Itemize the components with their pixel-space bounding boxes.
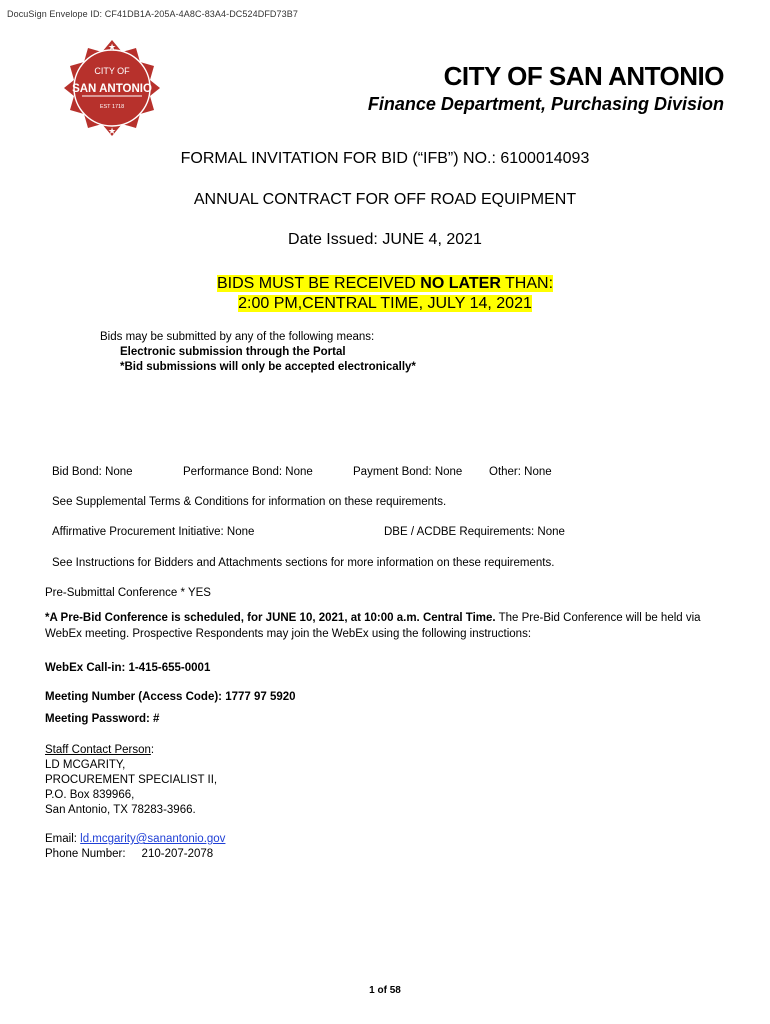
- deadline-line2: 2:00 PM,CENTRAL TIME, JULY 14, 2021: [238, 295, 532, 312]
- deadline-line1-pre: BIDS MUST BE RECEIVED: [216, 275, 421, 292]
- presubmittal-conference: Pre-Submittal Conference * YES: [45, 587, 211, 599]
- conference-bold: *A Pre-Bid Conference is scheduled, for JUNE 10, 2021, at 10:00 a.m. Central Time.: [45, 612, 496, 624]
- contract-title: ANNUAL CONTRACT FOR OFF ROAD EQUIPMENT: [193, 191, 577, 208]
- logo-text-top: CITY OF: [94, 66, 130, 76]
- contact-label-colon: :: [150, 744, 155, 756]
- affirmative-procurement: Affirmative Procurement Initiative: None: [52, 526, 255, 538]
- svg-text:★: ★: [107, 127, 117, 137]
- city-seal-logo: [62, 38, 162, 138]
- supplemental-terms-note: See Supplemental Terms & Conditions for information on these requirements.: [52, 496, 447, 508]
- prebid-conference-paragraph: [45, 610, 735, 642]
- payment-bond: Payment Bond: None: [353, 466, 463, 478]
- submission-method: Electronic submission through the Portal: [120, 346, 346, 358]
- other-bond: Other: None: [489, 466, 552, 478]
- webex-callin: WebEx Call-in: 1-415-655-0001: [45, 662, 211, 674]
- phone-number: 210-207-2078: [141, 848, 214, 860]
- contact-email-phone: [45, 832, 225, 862]
- performance-bond: Performance Bond: None: [183, 466, 313, 478]
- date-issued: Date Issued: JUNE 4, 2021: [288, 231, 482, 248]
- svg-text:★: ★: [107, 43, 117, 53]
- docusign-envelope-id: DocuSign Envelope ID: CF41DB1A-205A-4A8C-83A4-DC524DFD73B7: [7, 9, 298, 19]
- submission-intro: Bids may be submitted by any of the following means:: [100, 331, 375, 343]
- staff-contact-block: [45, 743, 217, 818]
- bid-deadline: [0, 274, 770, 314]
- submission-means: [100, 330, 416, 375]
- submission-note: *Bid submissions will only be accepted electronically*: [120, 361, 416, 373]
- instructions-note: See Instructions for Bidders and Attachments sections for more information on these requirements.: [52, 557, 555, 569]
- conference-rest: The Pre-Bid Conference will be held via WebEx meeting. Prospective Respondents may join the WebEx using the following instructions:: [45, 612, 701, 640]
- contact-po-box: P.O. Box 839966,: [45, 789, 135, 801]
- logo-text-est: EST 1718: [99, 104, 125, 110]
- logo-text-main: SAN ANTONIO: [72, 83, 152, 95]
- contact-city-state: San Antonio, TX 78283-3966.: [45, 804, 196, 816]
- deadline-line1-post: THAN:: [500, 275, 554, 292]
- department-subheading: Finance Department, Purchasing Division: [367, 94, 724, 114]
- deadline-line1-bold: NO LATER: [420, 275, 501, 292]
- contact-label: Staff Contact Person: [45, 744, 151, 756]
- phone-label: Phone Number:: [45, 848, 126, 860]
- meeting-password: Meeting Password: #: [45, 713, 160, 725]
- email-link[interactable]: ld.mcgarity@sanantonio.gov: [80, 833, 226, 845]
- ifb-title: FORMAL INVITATION FOR BID (“IFB”) NO.: 6100014093: [180, 150, 590, 167]
- dbe-requirements: DBE / ACDBE Requirements: None: [384, 526, 565, 538]
- meeting-number: Meeting Number (Access Code): 1777 97 5920: [45, 691, 296, 703]
- contact-title: PROCUREMENT SPECIALIST II,: [45, 774, 218, 786]
- city-name-heading: CITY OF SAN ANTONIO: [443, 61, 724, 91]
- contact-name: LD MCGARITY,: [45, 759, 126, 771]
- email-label: Email:: [45, 833, 81, 845]
- bid-bond: Bid Bond: None: [52, 466, 133, 478]
- page-number: 1 of 58: [369, 985, 401, 996]
